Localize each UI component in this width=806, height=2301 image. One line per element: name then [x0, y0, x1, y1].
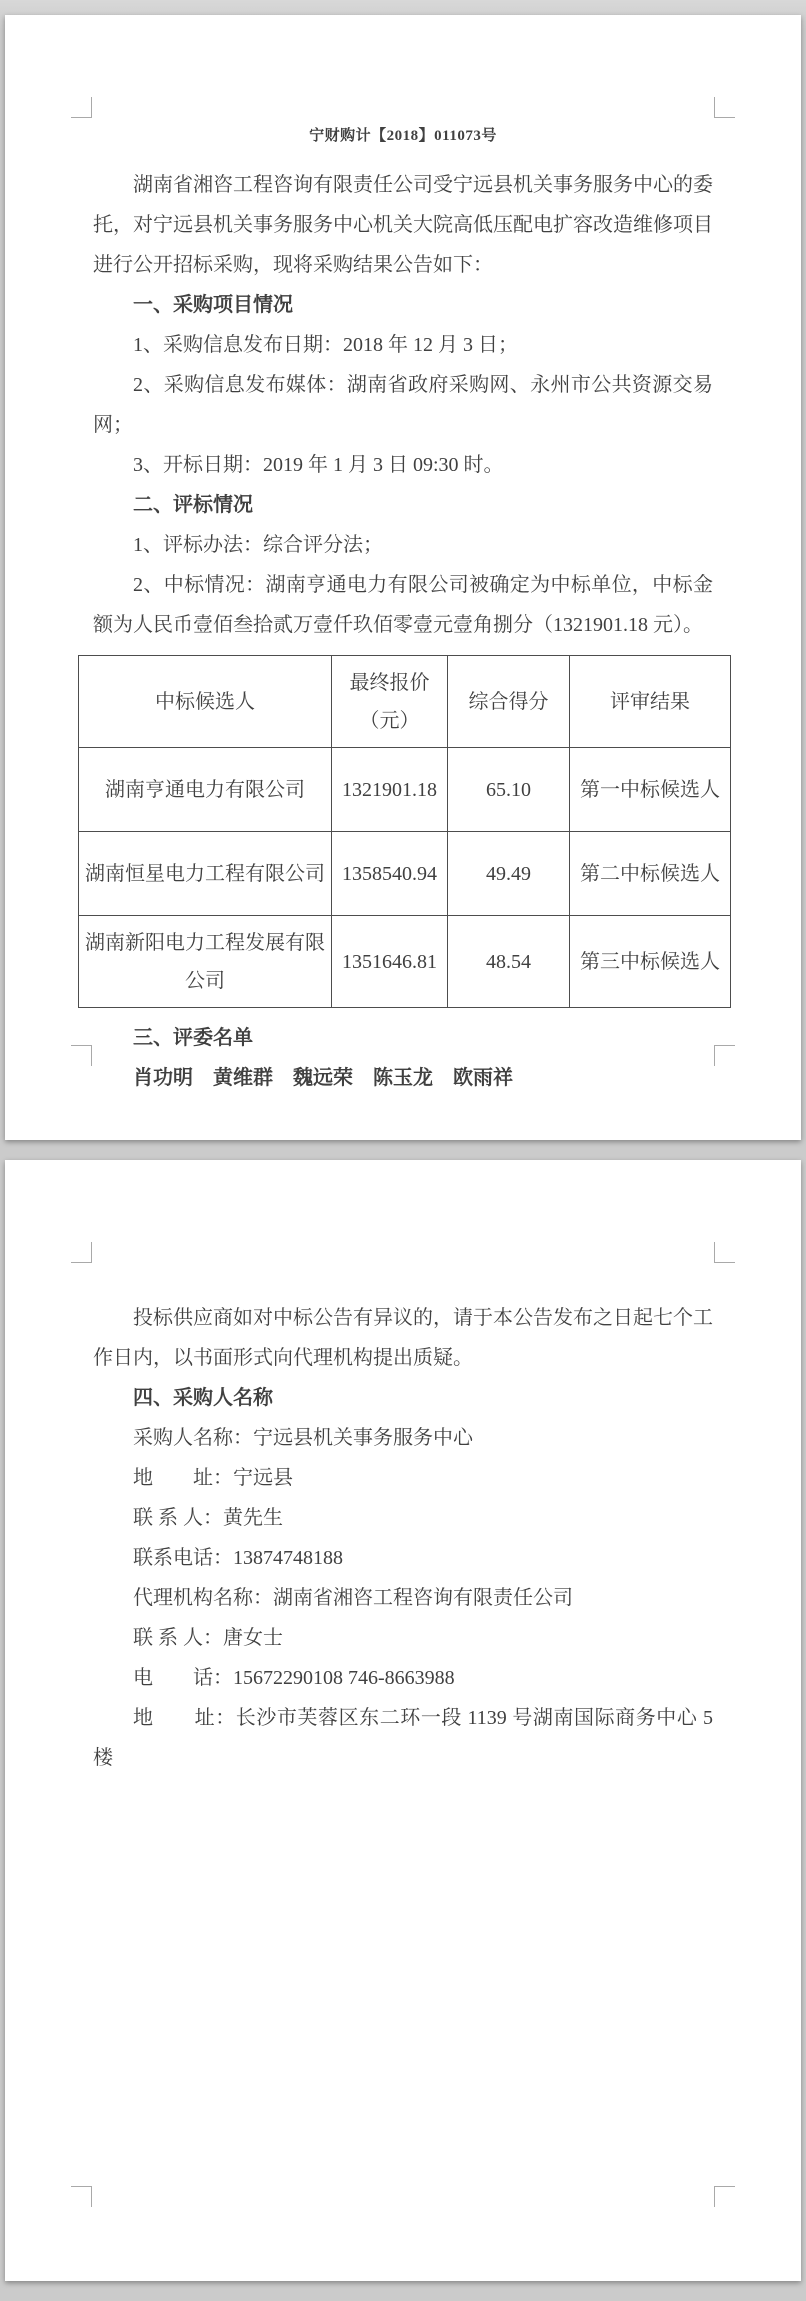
page-margin-mark-top-right: [714, 1242, 735, 1263]
table-row: [79, 832, 731, 916]
agency-address-line: 地 址：长沙市芙蓉区东二环一段 1139 号湖南国际商务中心 5 楼: [93, 1707, 713, 1769]
purchaser-address-line: 地 址：宁远县: [133, 1467, 293, 1489]
table-cell-price: 1321901.18: [332, 748, 448, 832]
table-cell-candidate: 湖南恒星电力工程有限公司: [79, 832, 332, 916]
table-cell-price: 1358540.94: [332, 832, 448, 916]
table-header-result: 评审结果: [570, 656, 731, 748]
committee-names: 肖功明 黄维群 魏远荣 陈玉龙 欧雨祥: [133, 1067, 513, 1089]
table-row: [79, 916, 731, 1008]
page-margin-mark-bottom-right: [714, 2186, 735, 2207]
section-2-heading: 二、评标情况: [133, 494, 253, 516]
doc-number: 宁财购计【2018】011073号: [309, 128, 497, 144]
table-cell-score: 49.49: [448, 832, 570, 916]
agency-name-line: 代理机构名称：湖南省湘咨工程咨询有限责任公司: [133, 1587, 573, 1609]
table-cell-result: 第二中标候选人: [570, 832, 731, 916]
section-1-item-2: 2、采购信息发布媒体：湖南省政府采购网、永州市公共资源交易网；: [93, 374, 713, 436]
table-cell-candidate: 湖南亨通电力有限公司: [79, 748, 332, 832]
purchaser-phone-line: 联系电话：13874748188: [133, 1547, 343, 1569]
agency-phone-line: 电 话：15672290108 746-8663988: [133, 1667, 455, 1689]
table-row: [79, 748, 731, 832]
page-2-content: [5, 1160, 801, 1778]
page-margin-mark-bottom-right: [714, 1045, 735, 1066]
agency-contact-line: 联 系 人：唐女士: [133, 1627, 283, 1649]
section-2-item-2: 2、中标情况：湖南亨通电力有限公司被确定为中标单位，中标金额为人民币壹佰叁拾贰万壹仟玖佰零壹元壹角捌分（1321901.18 元）。: [93, 574, 713, 636]
section-1-item-1: 1、采购信息发布日期：2018 年 12 月 3 日；: [133, 334, 518, 356]
table-cell-price: 1351646.81: [332, 916, 448, 1008]
intro-paragraph: 湖南省湘咨工程咨询有限责任公司受宁远县机关事务服务中心的委托，对宁远县机关事务服务中心机关大院高低压配电扩容改造维修项目进行公开招标采购，现将采购结果公告如下：: [93, 174, 713, 276]
section-2-item-1: 1、评标办法：综合评分法；: [133, 534, 383, 556]
purchaser-contact-line: 联 系 人：黄先生: [133, 1507, 283, 1529]
table-header-candidate: 中标候选人: [79, 656, 332, 748]
page-1-content: [5, 15, 801, 1098]
table-cell-result: 第三中标候选人: [570, 916, 731, 1008]
purchaser-name-line: 采购人名称：宁远县机关事务服务中心: [133, 1427, 473, 1449]
page-margin-mark-top-left: [71, 97, 92, 118]
page-margin-mark-bottom-left: [71, 2186, 92, 2207]
section-4-heading: 四、采购人名称: [133, 1387, 273, 1409]
page-margin-mark-top-left: [71, 1242, 92, 1263]
table-header-row: [79, 656, 731, 748]
page-2: [5, 1160, 801, 2281]
page-margin-mark-bottom-left: [71, 1045, 92, 1066]
section-3-heading: 三、评委名单: [133, 1027, 253, 1049]
page-margin-mark-top-right: [714, 97, 735, 118]
table-header-final-price: 最终报价（元）: [332, 656, 448, 748]
table-cell-candidate: 湖南新阳电力工程发展有限公司: [79, 916, 332, 1008]
objection-notice-paragraph: 投标供应商如对中标公告有异议的，请于本公告发布之日起七个工作日内，以书面形式向代理机构提出质疑。: [93, 1307, 713, 1369]
section-1-heading: 一、采购项目情况: [133, 294, 293, 316]
table-cell-score: 48.54: [448, 916, 570, 1008]
table-header-score: 综合得分: [448, 656, 570, 748]
table-cell-result: 第一中标候选人: [570, 748, 731, 832]
section-1-item-3: 3、开标日期：2019 年 1 月 3 日 09:30 时。: [133, 454, 504, 476]
bid-candidates-table: [78, 655, 731, 1008]
table-cell-score: 65.10: [448, 748, 570, 832]
page-1: [5, 15, 801, 1140]
